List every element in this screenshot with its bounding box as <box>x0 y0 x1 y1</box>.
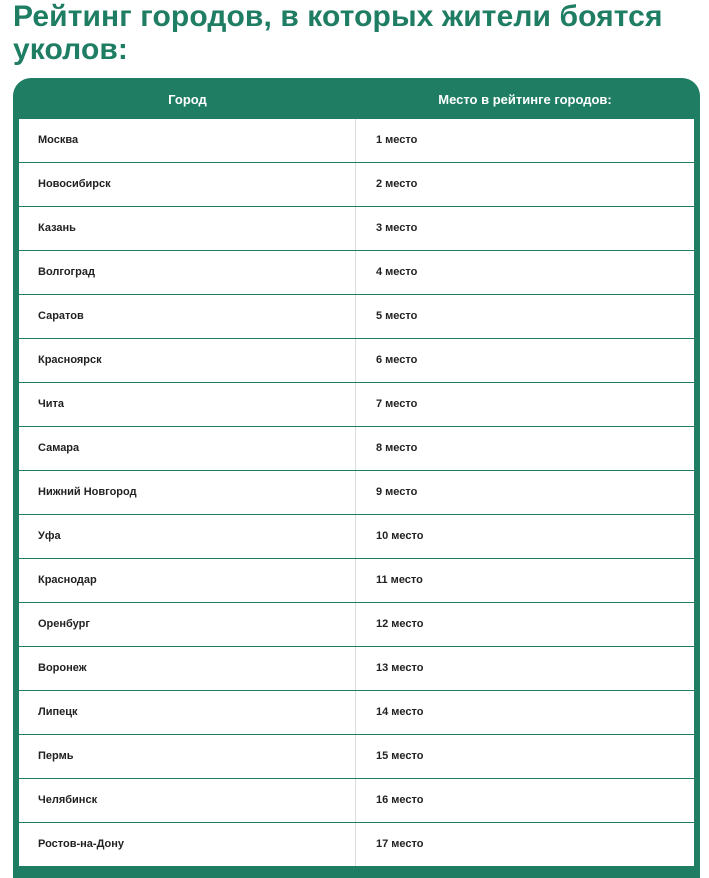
table-row <box>19 823 694 867</box>
page-title: Рейтинг городов, в которых жители боятся уколов: <box>13 0 663 66</box>
column-header-city: Город <box>168 92 207 107</box>
rank-cell: 11 место <box>376 574 423 586</box>
table-row <box>19 515 694 559</box>
rank-cell: 4 место <box>376 266 418 278</box>
column-header-rank: Место в рейтинге городов: <box>438 92 612 107</box>
rank-cell: 14 место <box>376 706 424 718</box>
table-row <box>19 691 694 735</box>
city-cell: Новосибирск <box>19 163 356 206</box>
city-cell: Казань <box>19 207 356 250</box>
rank-cell: 8 место <box>376 442 418 454</box>
city-cell: Москва <box>19 119 356 162</box>
rank-cell: 9 место <box>376 486 418 498</box>
table-row <box>19 295 694 339</box>
rank-cell: 16 место <box>376 794 424 806</box>
table-row <box>19 471 694 515</box>
city-cell: Оренбург <box>19 603 356 646</box>
table-row <box>19 339 694 383</box>
table-row <box>19 647 694 691</box>
city-cell: Челябинск <box>19 779 356 822</box>
rank-cell: 10 место <box>376 530 424 542</box>
table-row <box>19 207 694 251</box>
table-row <box>19 735 694 779</box>
table-row <box>19 251 694 295</box>
table-row <box>19 427 694 471</box>
rank-cell: 3 место <box>376 222 418 234</box>
city-cell: Волгоград <box>19 251 356 294</box>
table-row <box>19 603 694 647</box>
rank-cell: 5 место <box>376 310 418 322</box>
city-cell: Уфа <box>19 515 356 558</box>
rank-cell: 15 место <box>376 750 424 762</box>
city-cell: Липецк <box>19 691 356 734</box>
table-row <box>19 559 694 603</box>
rank-cell: 12 место <box>376 618 424 630</box>
city-cell: Самара <box>19 427 356 470</box>
rank-cell: 1 место <box>376 134 418 146</box>
city-cell: Пермь <box>19 735 356 778</box>
table-row <box>19 779 694 823</box>
city-cell: Саратов <box>19 295 356 338</box>
city-cell: Краснодар <box>19 559 356 602</box>
rank-cell: 13 место <box>376 662 424 674</box>
rank-cell: 2 место <box>376 178 418 190</box>
rank-cell: 6 место <box>376 354 418 366</box>
table-row <box>19 383 694 427</box>
table-header <box>13 78 700 119</box>
city-cell: Ростов-на-Дону <box>19 823 356 866</box>
table-row <box>19 163 694 207</box>
table-row <box>19 119 694 163</box>
rank-cell: 17 место <box>376 838 424 850</box>
city-cell: Красноярск <box>19 339 356 382</box>
city-cell: Воронеж <box>19 647 356 690</box>
rating-table <box>13 78 700 878</box>
city-cell: Нижний Новгород <box>19 471 356 514</box>
city-cell: Чита <box>19 383 356 426</box>
rank-cell: 7 место <box>376 398 418 410</box>
table-body <box>19 119 694 867</box>
